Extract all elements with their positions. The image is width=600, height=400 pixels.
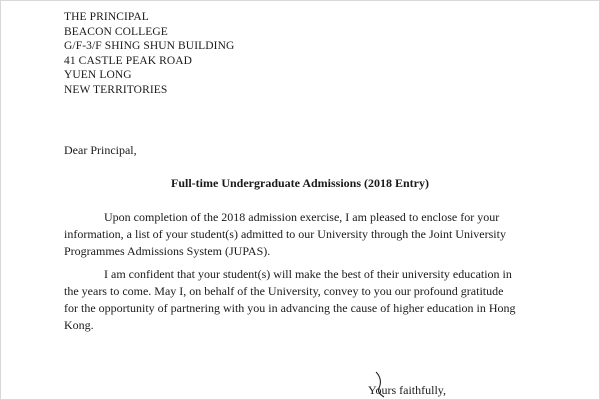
paragraph-line: Programmes Admissions System (JUPAS). [64,244,271,258]
paragraph-line: I am confident that your student(s) will make the best of their university education in [104,267,512,281]
paragraph-line: information, a list of your student(s) admitted to our University through the Joint University [64,227,506,241]
paragraph-line: for the opportunity of partnering with you in advancing the cause of higher education in Hong [64,301,516,315]
recipient-address [64,10,234,97]
body-paragraph-1 [64,209,564,260]
address-line: THE PRINCIPAL [64,11,149,23]
closing-phrase: Yours faithfully, [368,383,447,397]
paragraph-line: the years to come. May I, on behalf of the University, convey to you our profound gratitude [64,284,504,298]
paragraph-line: Upon completion of the 2018 admission exercise, I am pleased to enclose for your [104,210,500,224]
address-line: 41 CASTLE PEAK ROAD [64,54,193,67]
address-line: G/F-3/F SHING SHUN BUILDING [64,40,235,52]
salutation: Dear Principal, [64,143,137,157]
body-paragraph-2 [64,266,564,334]
address-line: NEW TERRITORIES [64,83,168,96]
paragraph-line: Kong. [64,318,94,332]
address-line: YUEN LONG [64,69,132,81]
address-line: BEACON COLLEGE [64,25,168,38]
letter-subject: Full-time Undergraduate Admissions (2018 Entry) [171,176,429,190]
